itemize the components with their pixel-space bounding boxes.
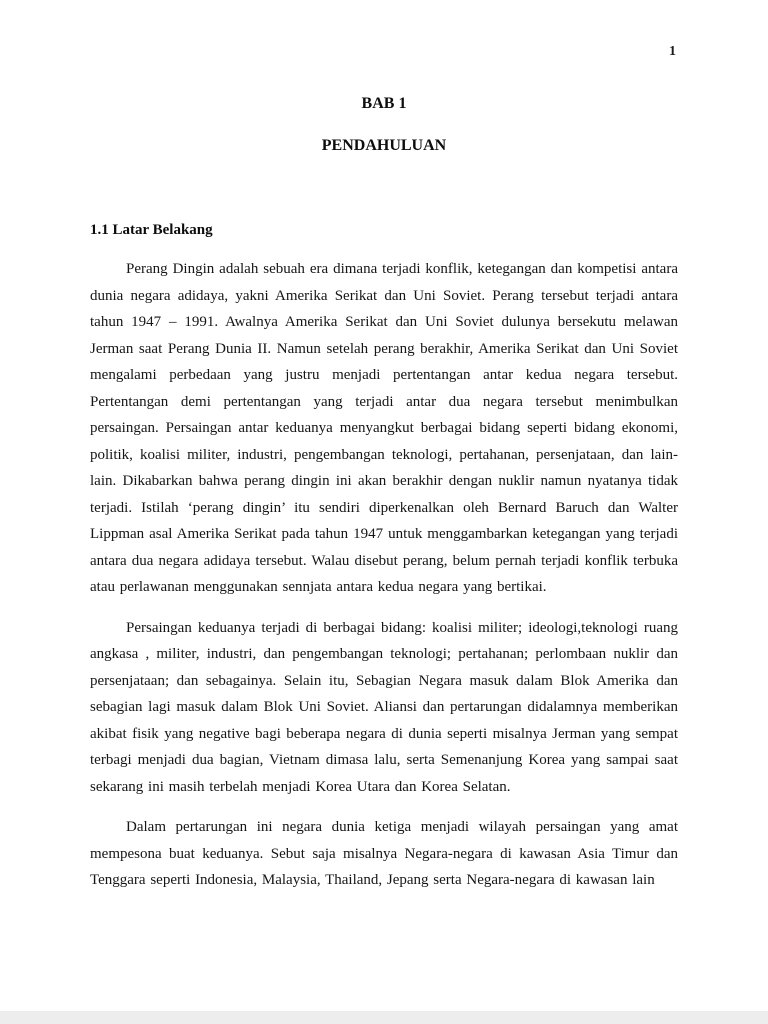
chapter-subtitle: PENDAHULUAN: [321, 137, 447, 154]
body-paragraph-1: Perang Dingin adalah sebuah era dimana terjadi konflik, ketegangan dan kompetisi antara dunia negara adidaya, yakni Amerika Serikat dan Uni Soviet. Perang tersebut terjadi antara tahun 1947 – 1991. Awalnya Amerika Serikat dan Uni Soviet dulunya bersekutu melawan Jerman saat Perang Dunia II. Namun setelah perang berakhir, Amerika Serikat dan Uni Soviet mengalami perbedaan yang justru menjadi pertentangan antar kedua negara tersebut. Pertentangan demi pertentangan yang terjadi antar dua negara tersebut menimbulkan persaingan. Persaingan antar keduanya menyangkut berbagai bidang seperti bidang ekonomi, politik, koalisi militer, industri, pengembangan teknologi, pertahanan, persenjataan, dan lain-lain. Dikabarkan bahwa perang dingin ini akan berakhir dengan nuklir namun nyatanya tidak terjadi. Istilah ‘perang dingin’ itu sendiri diperkenalkan oleh Bernard Baruch dan Walter Lippman asal Amerika Serikat pada tahun 1947 untuk menggambarkan ketegangan yang terjadi antara dua negara adidaya tersebut. Walau disebut perang, belum pernah terjadi konflik terbuka atau perlawanan menggunakan sennjata antara kedua negara yang bertikai.: [90, 261, 678, 595]
page-bottom-edge: [0, 1011, 768, 1024]
section-heading: 1.1 Latar Belakang: [90, 222, 213, 238]
page-number: 1: [669, 44, 676, 59]
body-paragraph-2: Persaingan keduanya terjadi di berbagai bidang: koalisi militer; ideologi,teknologi ruang angkasa , militer, industri, dan pengembangan teknologi; pertahanan; perlombaan nuklir dan persenjataan; dan sebagainya. Selain itu, Sebagian Negara masuk dalam Blok Amerika dan sebagian lagi masuk dalam Blok Uni Soviet. Aliansi dan pertarungan didalamnya memberikan akibat fisik yang negative bagi beberapa negara di dunia seperti misalnya Jerman yang sempat terbagi menjadi dua bagian, Vietnam dimasa lalu, serta Semenanjung Korea yang sampai saat sekarang ini masih terbelah menjadi Korea Utara dan Korea Selatan.: [90, 619, 678, 795]
body-paragraph-3: Dalam pertarungan ini negara dunia ketiga menjadi wilayah persaingan yang amat mempesona buat keduanya. Sebut saja misalnya Negara-negara di kawasan Asia Timur dan Tenggara seperti Indonesia, Malaysia, Thailand, Jepang serta Negara-negara di kawasan lain: [90, 819, 678, 888]
chapter-title: BAB 1: [361, 95, 407, 112]
